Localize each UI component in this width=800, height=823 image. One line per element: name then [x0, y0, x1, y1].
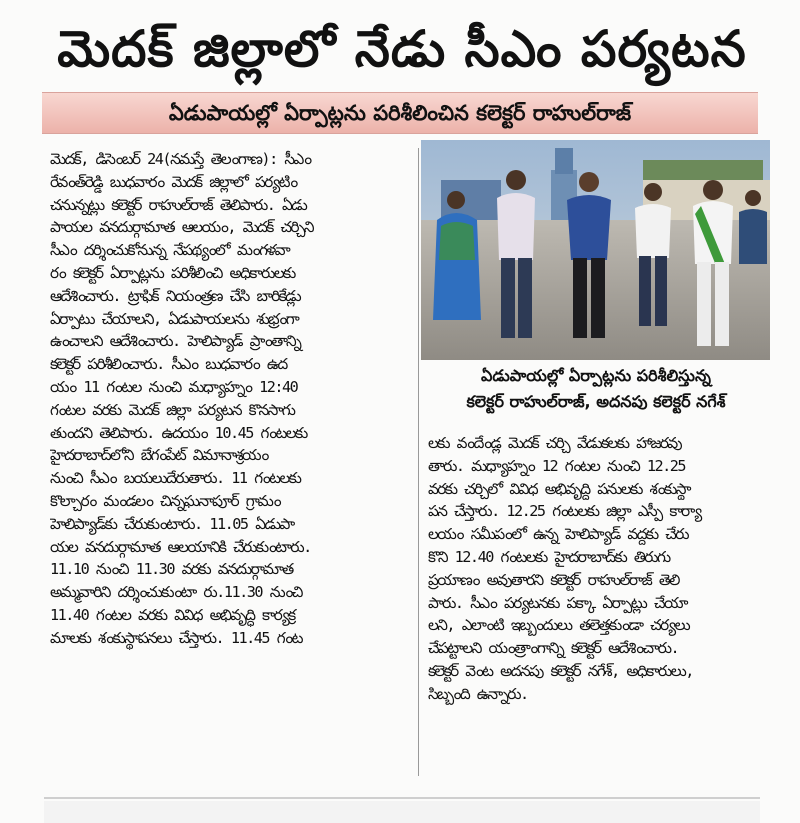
subheadline: ఏడుపాయల్లో ఏర్పాట్లను పరిశీలించిన కలెక్టర్ రాహుల్‌రాజ్ — [168, 101, 632, 125]
body-line: నుంచి సీఎం బయలుదేరుతారు. 11 గంటలకు — [50, 469, 301, 488]
body-line: పారు. సీఎం పర్యటనకు పక్కా ఏర్పాట్లు చేయా — [428, 593, 687, 612]
body-line: చనున్నట్లు కలెక్టర్ రాహుల్‌రాజ్ తెలిపారు. ఏడు — [50, 195, 307, 214]
bottom-divider — [44, 797, 760, 799]
body-line: ఆదేశించారు. ట్రాఫిక్ నియంత్రణ చేసి బారికేడ్లు — [50, 286, 301, 305]
body-line: ప్రయాణం అవుతారని కలెక్టర్ రాహుల్‌రాజ్ తెలి — [428, 570, 679, 589]
body-line: కొల్చారం మండలం చిన్నఘనాపూర్ గ్రామం — [50, 491, 281, 510]
body-line: 11.10 నుంచి 11.30 వరకు వనదుర్గామాత — [50, 560, 293, 579]
body-line: వరకు చర్చిలో వివిధ అభివృద్ధి పనులకు శంకుస్థా — [428, 479, 690, 498]
body-line: కొని 12.40 గంటలకు హైదరాబాద్‌కు తిరుగు — [428, 547, 670, 566]
body-line: మాలకు శంకుస్థాపనలు చేస్తారు. 11.45 గంట — [50, 628, 302, 647]
body-line: పన చేస్తారు. 12.25 గంటలకు జిల్లా ఎస్పీ కార్యా — [428, 502, 701, 521]
body-line: ఏర్పాటు చేయాలని, ఏడుపాయలను శుభ్రంగా — [50, 309, 299, 328]
body-line: మెదక్, డిసెంబర్ 24(నమస్తే తెలంగాణ): సీఎం — [50, 150, 311, 168]
column-divider — [418, 148, 419, 776]
news-photo — [421, 140, 770, 360]
body-line: హెలిప్యాడ్‌కు చేరుకుంటారు. 11.05 ఏడుపా — [50, 514, 294, 533]
body-line: హైదరాబాద్‌లోని బేగంపేట్ విమానాశ్రయం — [50, 446, 268, 465]
body-line: తుందని తెలిపారు. ఉదయం 10.45 గంటలకు — [50, 423, 307, 442]
body-line: యం 11 గంటల నుంచి మధ్యాహ్నం 12:40 — [50, 377, 298, 396]
article-body-left-column — [50, 148, 410, 650]
caption-line: కలెక్టర్ రాహుల్‌రాజ్, అదనపు కలెక్టర్ నగేశ్ — [466, 392, 726, 411]
body-line: 11.40 గంటల వరకు వివిధ అభివృద్ధి కార్యక్ర — [50, 605, 295, 624]
body-line: తారు. మధ్యాహ్నం 12 గంటల నుంచి 12.25 — [428, 456, 686, 475]
body-line: కలెక్టర్ వెంట అదనపు కలెక్టర్ నగేశ్, అధికారులు, — [428, 661, 693, 680]
body-line: గంటల వరకు మెదక్ జిల్లా పర్యటన కొనసాగు — [50, 400, 295, 419]
photo-illustration — [421, 140, 770, 360]
body-line: సిబ్బంది ఉన్నారు. — [428, 684, 528, 703]
body-line: లకు వందేండ్ల మెదక్ చర్చి వేడుకలకు హాజరవు — [428, 434, 682, 452]
body-line: యల వనదుర్గామాత ఆలయానికి చేరుకుంటారు. — [50, 537, 311, 556]
body-line: ఉంచాలని ఆదేశించారు. హెలిప్యాడ్ ప్రాంతాన్ని — [50, 332, 301, 351]
caption-line: ఏడుపాయల్లో ఏర్పాట్లను పరిశీలిస్తున్న — [481, 366, 711, 385]
body-line: అమ్మవారిని దర్శించుకుంటా రు.11.30 నుంచి — [50, 583, 302, 602]
body-line: లయం సమీపంలో ఉన్న హెలిప్యాడ్ వద్దకు చేరు — [428, 525, 689, 544]
body-line: లని, ఎలాంటి ఇబ్బందులు తలెత్తకుండా చర్యలు — [428, 616, 690, 635]
headline: మెదక్ జిల్లాలో నేడు సీఎం పర్యటన — [57, 20, 747, 78]
subheadline-banner — [42, 92, 758, 134]
body-line: చేపట్టాలని యంత్రాంగాన్ని కలెక్టర్ ఆదేశించారు. — [428, 639, 679, 658]
article-body-right-column — [428, 432, 770, 706]
body-line: సీఎం దర్శించుకోనున్న నేపథ్యంలో మంగళవా — [50, 241, 290, 260]
body-line: పాయల వనదుర్గామాత ఆలయం, మెదక్ చర్చిని — [50, 218, 314, 237]
next-article-edge — [44, 801, 760, 823]
body-line: రేవంత్‌రెడ్డి బుధవారం మెదక్ జిల్లాలో పర్యటిం — [50, 172, 297, 191]
body-line: కలెక్టర్ పరిశీలించారు. సీఎం బుధవారం ఉద — [50, 355, 287, 374]
body-line: రం కలెక్టర్ ఏర్పాట్లను పరిశీలించి అధికారులకు — [50, 263, 295, 282]
photo-caption — [420, 363, 772, 423]
